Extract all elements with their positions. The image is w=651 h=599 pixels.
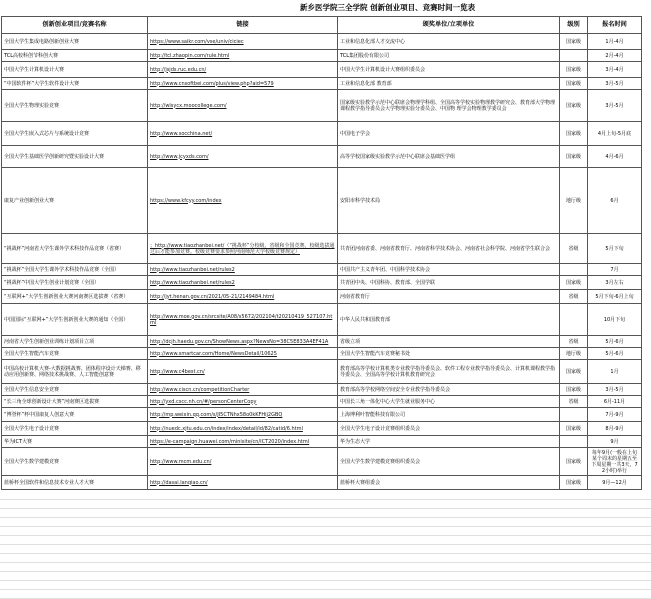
cell-name: 全国大学生信息安全竞赛 — [2, 384, 148, 396]
table-row — [2, 348, 642, 360]
cell-time: 2月-4月 — [588, 50, 642, 62]
cell-org: 中国共产主义青年团、中国科学技术协会 — [338, 264, 560, 276]
cell-link[interactable]: http://www.tiaozhanbei.net/rules2 — [148, 264, 338, 276]
cell-level — [560, 50, 588, 62]
table-row — [2, 122, 642, 146]
cell-org: 中华人民共和国教育部 — [338, 304, 560, 336]
cell-link[interactable]: https://www.kfcyy.com/index — [148, 168, 338, 234]
cell-link[interactable]: http://nuedc.xjtu.edu.cn/index/index/detail/id/82/catid/6.html — [148, 422, 338, 436]
cell-time: 9月—12月 — [588, 476, 642, 490]
cell-time: 3月-5月 — [588, 78, 642, 90]
cell-time: 每年9月(一般在上旬某个周末的星期五至下周星期一共3天，72小时)举行 — [588, 448, 642, 476]
cell-time: 1月 — [588, 360, 642, 384]
table-row — [2, 62, 642, 78]
cell-level: 省级 — [560, 290, 588, 304]
cell-time: 4月上旬-5月底 — [588, 122, 642, 146]
table-body — [2, 34, 642, 490]
cell-org: 中国长三角一体化中心大学生就业服务中心 — [338, 396, 560, 408]
table-row — [2, 422, 642, 436]
grid-line — [0, 526, 651, 527]
cell-level: 国家级 — [560, 78, 588, 90]
cell-level: 国家级 — [560, 146, 588, 168]
cell-time: 7月-9月 — [588, 408, 642, 422]
header-org: 颁奖单位/立项单位 — [338, 17, 560, 34]
cell-link[interactable]: ；http://www.tiaozhanbei.net/（“挑战杯”分校级、省级和全国竞赛。校级选拔通过后才能参加竞赛。校级竞赛要求参照河南师范大学校级竞赛规定） — [148, 234, 338, 264]
cell-org: 安阳市科学技术局 — [338, 168, 560, 234]
cell-org: 蓝桥杯大赛组委会 — [338, 476, 560, 490]
cell-time: 6月-11月 — [588, 396, 642, 408]
table-row — [2, 304, 642, 336]
cell-level — [560, 264, 588, 276]
table-row — [2, 146, 642, 168]
header-link: 链接 — [148, 17, 338, 34]
cell-level — [560, 408, 588, 422]
cell-link[interactable]: http://dasai.lanqiao.cn/ — [148, 476, 338, 490]
cell-link[interactable]: http://www.ciscn.cn/competitionCharter — [148, 384, 338, 396]
cell-link[interactable]: http://wlsycx.moocollege.com/ — [148, 90, 338, 122]
header-time: 报名时间 — [588, 17, 642, 34]
table-row — [2, 168, 642, 234]
cell-link[interactable]: http://dcjh.haedu.gov.cn/ShowNews.aspx?NewsNo=38C5E833A4EF41A — [148, 336, 338, 348]
grid-line — [0, 544, 651, 545]
cell-name: 中国国际“互联网+”大学生创新创业大赛的通知（全国） — [2, 304, 148, 336]
table-row — [2, 436, 642, 448]
table-row — [2, 50, 642, 62]
grid-line — [0, 553, 651, 554]
cell-name: 全国大学生电子设计竞赛 — [2, 422, 148, 436]
cell-time: 3月-5月 — [588, 384, 642, 396]
cell-name: “中国软件杯”大学生软件设计大赛 — [2, 78, 148, 90]
cell-org: 国家级实验教学示范中心联席会物理学科组、全国高等学校实验物理教学研究会、教育部大学物理课程教学指导委员会大学物理实验分委员会、中国物 理学会物理教学委员会 — [338, 90, 560, 122]
cell-org: 上海博利叶智能科技有限公司 — [338, 408, 560, 422]
cell-org: 中国电子学会 — [338, 122, 560, 146]
grid-line — [0, 499, 651, 500]
cell-org: 河南省教育厅 — [338, 290, 560, 304]
cell-name: “长三角全球创新设计大赛”河南赛区选拔赛 — [2, 396, 148, 408]
table-row — [2, 396, 642, 408]
cell-link[interactable]: http://www.cnsoftbei.com/plus/view.php?aid=579 — [148, 78, 338, 90]
cell-org: 全国大学生数学建模竞赛组织委员会 — [338, 448, 560, 476]
cell-time: 3月-5月 — [588, 90, 642, 122]
table-row — [2, 276, 642, 290]
cell-level: 国家级 — [560, 276, 588, 290]
header-level: 级别 — [560, 17, 588, 34]
cell-time: 3月左右 — [588, 276, 642, 290]
cell-link[interactable]: http://www.smartcar.com/Home/NewsDetail/10625 — [148, 348, 338, 360]
table-row — [2, 264, 642, 276]
cell-time: 10月下旬 — [588, 304, 642, 336]
cell-link[interactable]: https://e-campaign.huawei.com/minisite/cn/ICT2020/index.html — [148, 436, 338, 448]
table-row — [2, 384, 642, 396]
cell-level — [560, 304, 588, 336]
grid-line — [0, 589, 651, 590]
cell-link[interactable]: http://www.socchina.net/ — [148, 122, 338, 146]
cell-level: 国家级 — [560, 422, 588, 436]
cell-link[interactable]: http://yxd.cscc.nh.cn/#/personCenterCopy — [148, 396, 338, 408]
cell-time: 1月-4月 — [588, 34, 642, 50]
table-row — [2, 234, 642, 264]
cell-time: 3月-4月 — [588, 62, 642, 78]
cell-org: 共青团河南省委、河南省教育厅、河南省科学技术协会、河南省社会科学院、河南省学生联合会 — [338, 234, 560, 264]
cell-time: 9月 — [588, 436, 642, 448]
cell-link[interactable]: http://tcl.zhaopin.com/rule.html — [148, 50, 338, 62]
table-row — [2, 360, 642, 384]
cell-org: 共青团中央、中国科协、教育部、全国学联 — [338, 276, 560, 290]
cell-level: 地厅级 — [560, 348, 588, 360]
cell-link[interactable]: http://www.c4best.cn/ — [148, 360, 338, 384]
table-row — [2, 476, 642, 490]
cell-time: 5月下旬-6月上旬 — [588, 290, 642, 304]
cell-name: 全国大学生智能汽车竞赛 — [2, 348, 148, 360]
cell-org: 全国大学生电子设计竞赛组织委员会 — [338, 422, 560, 436]
cell-name: 河南省大学生创新创业训练计划项目立项 — [2, 336, 148, 348]
cell-org: 工业和信息化部 教育部 — [338, 78, 560, 90]
cell-link[interactable]: http://jyt.henan.gov.cn/2021/05-21/2149484.html — [148, 290, 338, 304]
cell-name: 全国大学生数学建模竞赛 — [2, 448, 148, 476]
cell-time: 4月-6月 — [588, 146, 642, 168]
cell-level: 国家级 — [560, 360, 588, 384]
title-row — [0, 0, 651, 16]
cell-org: 全国大学生智能汽车竞赛秘书处 — [338, 348, 560, 360]
cell-name: “互联网+”大学生创新创业大赛河南赛区选拔赛（省赛） — [2, 290, 148, 304]
cell-level: 国家级 — [560, 34, 588, 50]
cell-time: 6月 — [588, 168, 642, 234]
competition-table — [1, 16, 642, 490]
cell-level: 国家级 — [560, 448, 588, 476]
cell-level: 省级 — [560, 336, 588, 348]
cell-time: 5月下旬 — [588, 234, 642, 264]
table-row — [2, 78, 642, 90]
cell-name: 康复产业创新创业大赛 — [2, 168, 148, 234]
cell-time: 5月-6月 — [588, 348, 642, 360]
cell-name: “挑战杯”中国大学生创业计划竞赛（全国） — [2, 276, 148, 290]
cell-time: 7月 — [588, 264, 642, 276]
table-row — [2, 408, 642, 422]
cell-name: “博誉杯”杯中国康复人创意大赛 — [2, 408, 148, 422]
page-title: 新乡医学院三全学院 创新创业项目、竞赛时间一览表 — [300, 3, 476, 12]
cell-link[interactable]: https://www.saikr.com/vse/univ/ciciec — [148, 34, 338, 50]
cell-name: 全国大学生嵌入式芯片与系统设计竞赛 — [2, 122, 148, 146]
cell-level: 地厅级 — [560, 168, 588, 234]
cell-time: 5月-6月 — [588, 336, 642, 348]
cell-org: 工业和信息化部人才交流中心 — [338, 34, 560, 50]
table-row — [2, 290, 642, 304]
grid-line — [0, 580, 651, 581]
cell-link[interactable]: http://www.jcyxds.com/ — [148, 146, 338, 168]
cell-level — [560, 436, 588, 448]
cell-name: TCL高校科创节科创大赛 — [2, 50, 148, 62]
cell-org: 教育部高等学校网络空间安全专业教学指导委员会 — [338, 384, 560, 396]
cell-level: 国家级 — [560, 384, 588, 396]
cell-level: 国家级 — [560, 122, 588, 146]
cell-org: 华为生态大学 — [338, 436, 560, 448]
cell-level: 国家级 — [560, 476, 588, 490]
cell-level: 省级 — [560, 234, 588, 264]
cell-name: 中国大学生计算机设计大赛 — [2, 62, 148, 78]
header-name: 创新创业项目/竞赛名称 — [2, 17, 148, 34]
cell-link[interactable]: http://jsjds.ruc.edu.cn/ — [148, 62, 338, 78]
cell-org: 省级立项 — [338, 336, 560, 348]
header-row — [2, 17, 642, 34]
cell-link[interactable]: http://www.tiaozhanbei.net/rules2 — [148, 276, 338, 290]
cell-org: 中国大学生计算机设计大赛组织委员会 — [338, 62, 560, 78]
cell-level: 省级 — [560, 396, 588, 408]
grid-line — [0, 562, 651, 563]
cell-link[interactable]: http://www.mcm.edu.cn/ — [148, 448, 338, 476]
grid-line — [0, 508, 651, 509]
table-row — [2, 90, 642, 122]
cell-level: 国家级 — [560, 62, 588, 78]
cell-org: 教育部高等学校计算机类专业教学指导委员会、软件工程专业教学指导委员会、计算机课程教学指导委员会、全国高等学校计算机教育研究会 — [338, 360, 560, 384]
cell-name: “挑战杯”全国大学生课外学术科技作品竞赛（全国） — [2, 264, 148, 276]
cell-time: 8月-9月 — [588, 422, 642, 436]
cell-name: 中国高校计算机大赛-大数据挑战赛、团体程序设计天梯赛、移动应用创新赛、网络技术挑战赛、人工智能创意赛 — [2, 360, 148, 384]
cell-name: 全国大学生集成电路创新创业大赛 — [2, 34, 148, 50]
cell-name: 全国大学生基础医学创新研究暨实验设计大赛 — [2, 146, 148, 168]
grid-line — [0, 571, 651, 572]
grid-line — [0, 535, 651, 536]
cell-link[interactable]: http://mp.weixin.qq.com/s/JI5CTNhx58o0kKFHij2GBQ — [148, 408, 338, 422]
cell-org: 高等学校国家级实验教学示范中心联席会基础医学组 — [338, 146, 560, 168]
cell-link[interactable]: http://www.moe.gov.cn/srcsite/A08/s5672/202104/t20210419_527107.html — [148, 304, 338, 336]
cell-name: 全国大学生物理实验竞赛 — [2, 90, 148, 122]
cell-name: “挑战杯”河南省大学生课外学术科技作品竞赛（省赛） — [2, 234, 148, 264]
cell-org: TCL集团股份有限公司 — [338, 50, 560, 62]
table-row — [2, 336, 642, 348]
table-row — [2, 34, 642, 50]
grid-line — [0, 517, 651, 518]
cell-name: 蓝桥杯全国软件和信息技术专业人才大赛 — [2, 476, 148, 490]
cell-level: 国家级 — [560, 90, 588, 122]
cell-name: 华为ICT大赛 — [2, 436, 148, 448]
table-row — [2, 448, 642, 476]
